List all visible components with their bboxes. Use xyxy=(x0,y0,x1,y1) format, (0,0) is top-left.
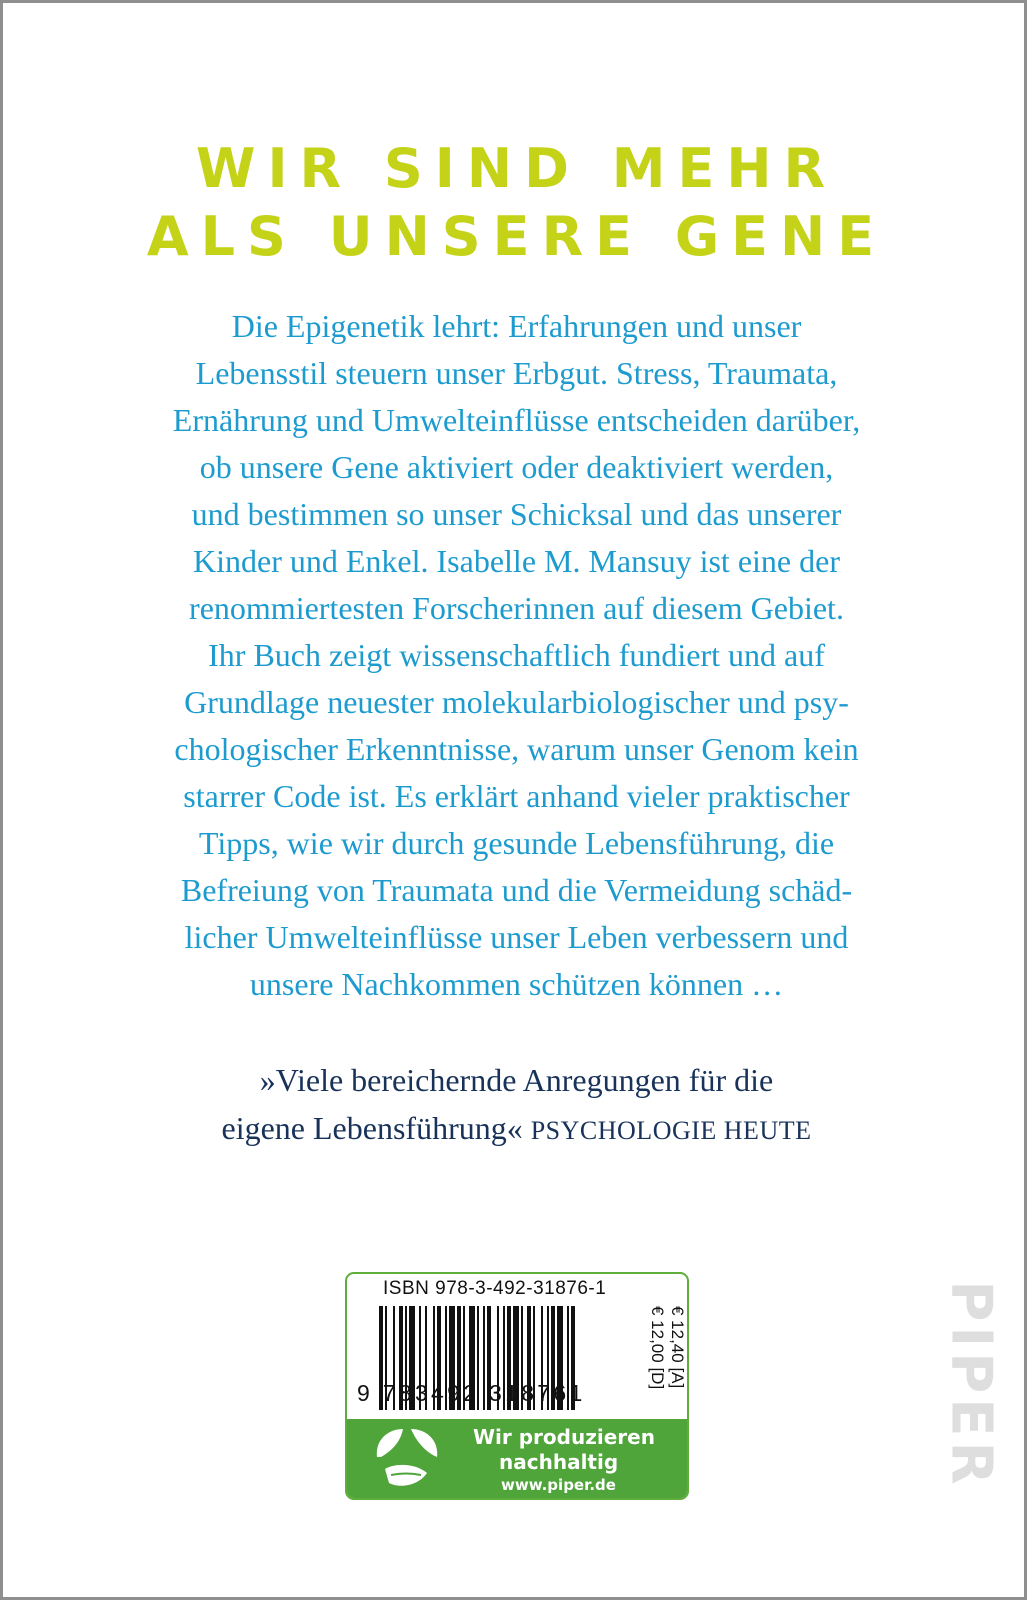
headline-line-1: WIR SIND MEHR xyxy=(195,137,838,200)
blurb-line: chologischer Erkenntnisse, warum unser Genom kein xyxy=(174,731,859,767)
isbn-label: ISBN 978-3-492-31876-1 xyxy=(383,1278,607,1299)
price-block xyxy=(641,1304,687,1408)
press-quote xyxy=(93,1056,940,1155)
blurb-line: Ihr Buch zeigt wissenschaftlich fundiert und auf xyxy=(208,637,825,673)
headline-line-2: ALS UNSERE GENE xyxy=(146,205,887,268)
quote-source: PSYCHOLOGIE HEUTE xyxy=(530,1116,812,1145)
blurb-line: Die Epigenetik lehrt: Erfahrungen und unser xyxy=(231,308,802,344)
blurb-line: Grundlage neuester molekularbiologischer und psy- xyxy=(184,684,849,720)
eco-text-line-2: nachhaltig xyxy=(499,1450,619,1474)
blurb-line: licher Umwelteinflüsse unser Leben verbessern und xyxy=(184,919,849,955)
publisher-logo: PIPER xyxy=(938,1280,1004,1490)
blurb-line: Tipps, wie wir durch gesunde Lebensführung, die xyxy=(198,825,835,861)
blurb-line: ob unsere Gene aktiviert oder deaktiviert werden, xyxy=(199,449,834,485)
blurb-line: unsere Nachkommen schützen können … xyxy=(249,966,784,1002)
isbn-barcode-box xyxy=(345,1272,689,1500)
recycle-leaf-icon xyxy=(371,1425,443,1495)
quote-line-2 xyxy=(93,1104,940,1155)
price-austria: € 12,40 [A] xyxy=(668,1306,687,1389)
quote-text: eigene Lebensführung« xyxy=(221,1110,531,1146)
publisher-url[interactable]: www.piper.de xyxy=(501,1476,616,1494)
quote-line-1: »Viele bereichernde Anregungen für die xyxy=(259,1062,774,1098)
price-germany: € 12,00 [D] xyxy=(648,1306,667,1390)
blurb-text xyxy=(93,303,940,1008)
blurb-line: Kinder und Enkel. Isabelle M. Mansuy ist eine der xyxy=(193,543,840,579)
blurb-line: renommiertesten Forscherinnen auf diesem Gebiet. xyxy=(189,590,844,626)
headline xyxy=(3,135,1027,271)
blurb-line: Befreiung von Traumata und die Vermeidung schäd- xyxy=(180,872,853,908)
blurb-line: und bestimmen so unser Schicksal und das unserer xyxy=(191,496,842,532)
eco-text-line-1: Wir produzieren xyxy=(473,1425,655,1449)
barcode-digits: 9 783492 318761 xyxy=(357,1380,586,1406)
blurb-line: Lebensstil steuern unser Erbgut. Stress, Traumata, xyxy=(195,355,838,391)
sustainability-band xyxy=(347,1419,687,1500)
blurb-line: starrer Code ist. Es erklärt anhand vieler praktischer xyxy=(183,778,850,814)
blurb-line: Ernährung und Umwelteinflüsse entscheiden darüber, xyxy=(172,402,861,438)
